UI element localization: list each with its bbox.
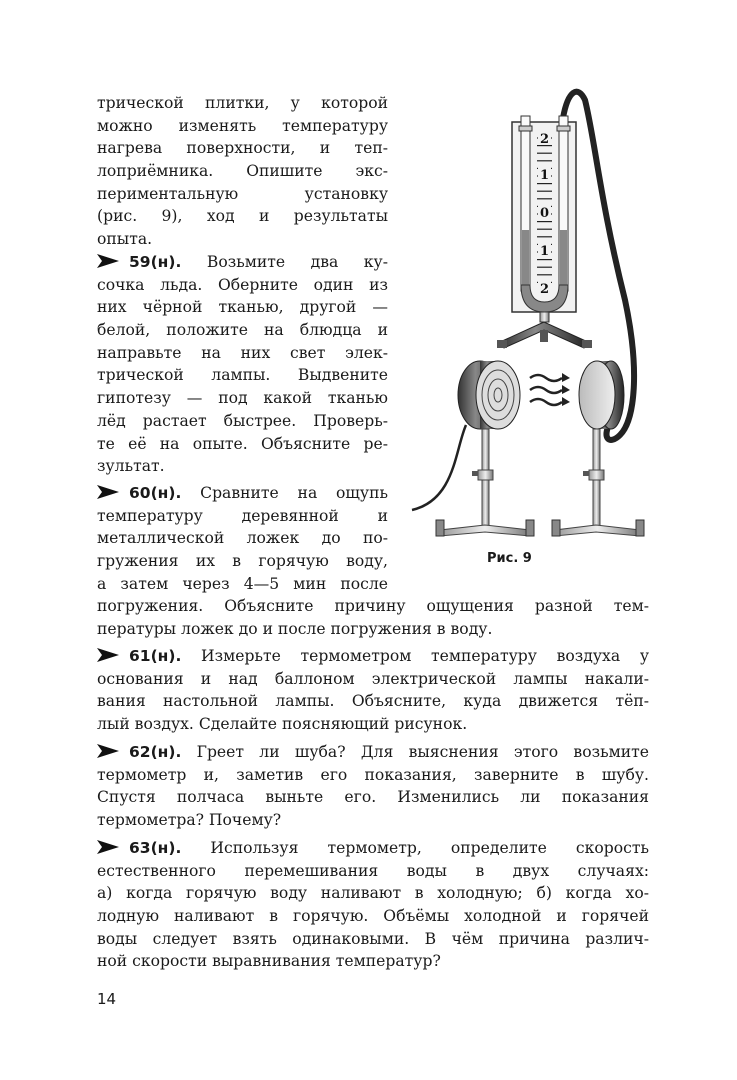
text-line	[97, 342, 388, 365]
line-text: направьте на них свет элек-	[97, 343, 388, 362]
line-text: термометра? Почему?	[97, 811, 282, 830]
paragraph-task-62	[97, 741, 649, 832]
text-line	[97, 882, 649, 905]
figure-caption: Рис. 9	[487, 551, 532, 566]
task-number: 62(н).	[129, 743, 182, 761]
text-line	[97, 274, 388, 297]
text-line	[97, 786, 649, 809]
line-text: пературы ложек до и после погружения в воду.	[97, 620, 493, 639]
paragraph-task-63	[97, 837, 649, 973]
arrow-marker-icon	[97, 840, 119, 854]
line-text: термометр и, заметив его показания, заверните в шубу.	[97, 765, 649, 784]
task-number: 61(н).	[129, 647, 182, 665]
line-text: (рис. 9), ход и результаты	[97, 207, 388, 226]
arrow-marker-icon	[97, 744, 119, 758]
text-line	[97, 433, 388, 456]
text-line	[97, 364, 388, 387]
text-line	[97, 115, 388, 138]
heat-flow-arrows-icon	[530, 375, 562, 405]
line-text: трической лампы. Выдвените	[97, 366, 388, 385]
text-line	[97, 505, 388, 528]
line-text: гружения их в горячую воду,	[97, 552, 388, 571]
line-text: Измерьте термометром температуру воздуха у	[201, 647, 649, 665]
line-text: те её на опыте. Объясните ре-	[97, 434, 388, 453]
line-text: Возьмите два ку-	[206, 253, 388, 271]
line-text: можно изменять температуру	[97, 116, 388, 135]
line-text: них чёрной тканью, другой —	[97, 298, 388, 317]
text-line	[97, 251, 388, 274]
heater-disk	[458, 361, 520, 429]
text-line	[97, 741, 649, 764]
arrow-marker-icon	[97, 648, 119, 662]
text-line	[97, 137, 388, 160]
liquid-left	[522, 230, 529, 292]
receiver-stand	[552, 429, 644, 536]
line-text: погружения. Объясните причину ощущения разной тем-	[97, 597, 649, 616]
text-line	[97, 860, 649, 883]
line-text: периментальную установку	[97, 184, 388, 203]
text-line	[97, 410, 388, 433]
line-text: белой, положите на блюдца и	[97, 321, 388, 340]
text-line	[97, 713, 649, 736]
text-line	[97, 905, 649, 928]
page-number: 14	[97, 990, 117, 1008]
line-text: естественного перемешивания воды в двух случаях:	[97, 861, 649, 880]
liquid-right	[560, 230, 567, 292]
text-line	[97, 319, 388, 342]
scale-label: 2	[539, 282, 550, 297]
line-text: металлической ложек до по-	[97, 529, 388, 548]
text-line	[97, 595, 649, 618]
text-line	[97, 573, 388, 596]
line-text: а затем через 4—5 мин после	[97, 574, 388, 593]
text-line	[97, 205, 388, 228]
heater-stand	[436, 429, 534, 536]
text-line	[97, 837, 649, 860]
arrow-marker-icon	[97, 254, 119, 268]
text-line	[97, 764, 649, 787]
line-text: сочка льда. Оберните один из	[97, 275, 388, 294]
line-text: зультат.	[97, 457, 165, 476]
paragraph-task-61	[97, 645, 649, 736]
line-text: трической плитки, у которой	[97, 94, 388, 112]
text-line	[97, 527, 388, 550]
scale-label: 1	[539, 168, 550, 183]
line-text: нагрева поверхности, и теп-	[97, 139, 388, 158]
line-text: опыта.	[97, 230, 153, 249]
line-text: воды следует взять одинаковыми. В чём причина различ-	[97, 929, 649, 948]
line-text: а) когда горячую воду наливают в холодную; б) когда хо-	[97, 884, 649, 903]
task-number: 63(н).	[129, 839, 182, 857]
text-line	[97, 690, 649, 713]
text-line	[97, 92, 388, 115]
text-line	[97, 228, 388, 251]
line-text: вания настольной лампы. Объясните, куда движется тёп-	[97, 692, 649, 711]
task-number: 59(н).	[129, 253, 182, 271]
line-text: лоприёмника. Опишите экс-	[97, 162, 388, 181]
line-text: гипотезу — под какой тканью	[97, 389, 388, 408]
line-text: Сравните на ощупь	[200, 484, 388, 502]
scale-label: 1	[539, 244, 550, 259]
line-text: температуру деревянной и	[97, 506, 388, 525]
text-line	[97, 550, 388, 573]
text-line	[97, 160, 388, 183]
line-text: лодную наливают в горячую. Объёмы холодной и горячей	[97, 907, 649, 926]
task-number: 60(н).	[129, 484, 182, 502]
scale-label: 2	[539, 132, 550, 147]
text-line	[97, 296, 388, 319]
text-line	[97, 183, 388, 206]
text-line	[97, 455, 388, 478]
text-line	[97, 387, 388, 410]
text-line	[97, 928, 649, 951]
line-text: Спустя полчаса выньте его. Изменились ли показания	[97, 788, 649, 807]
text-line	[97, 645, 649, 668]
heat-receiver-disk	[579, 361, 624, 429]
paragraph-intro	[97, 92, 388, 251]
scale-label: 0	[539, 206, 550, 221]
paragraph-task-59	[97, 251, 388, 478]
text-line	[97, 618, 649, 641]
text-line	[97, 950, 649, 973]
text-line	[97, 809, 649, 832]
figure-9-manometer-setup	[400, 80, 660, 550]
text-line	[97, 668, 649, 691]
line-text: Используя термометр, определите скорость	[210, 839, 649, 857]
line-text: лёд растает быстрее. Проверь-	[97, 411, 388, 430]
text-line	[97, 482, 388, 505]
line-text: ной скорости выравнивания температур?	[97, 952, 441, 971]
arrow-marker-icon	[97, 485, 119, 499]
line-text: лый воздух. Сделайте поясняющий рисунок.	[97, 715, 468, 734]
line-text: Греет ли шуба? Для выяснения этого возьмите	[196, 743, 649, 761]
power-cord	[412, 425, 466, 510]
line-text: основания и над баллоном электрической лампы накали-	[97, 669, 649, 688]
